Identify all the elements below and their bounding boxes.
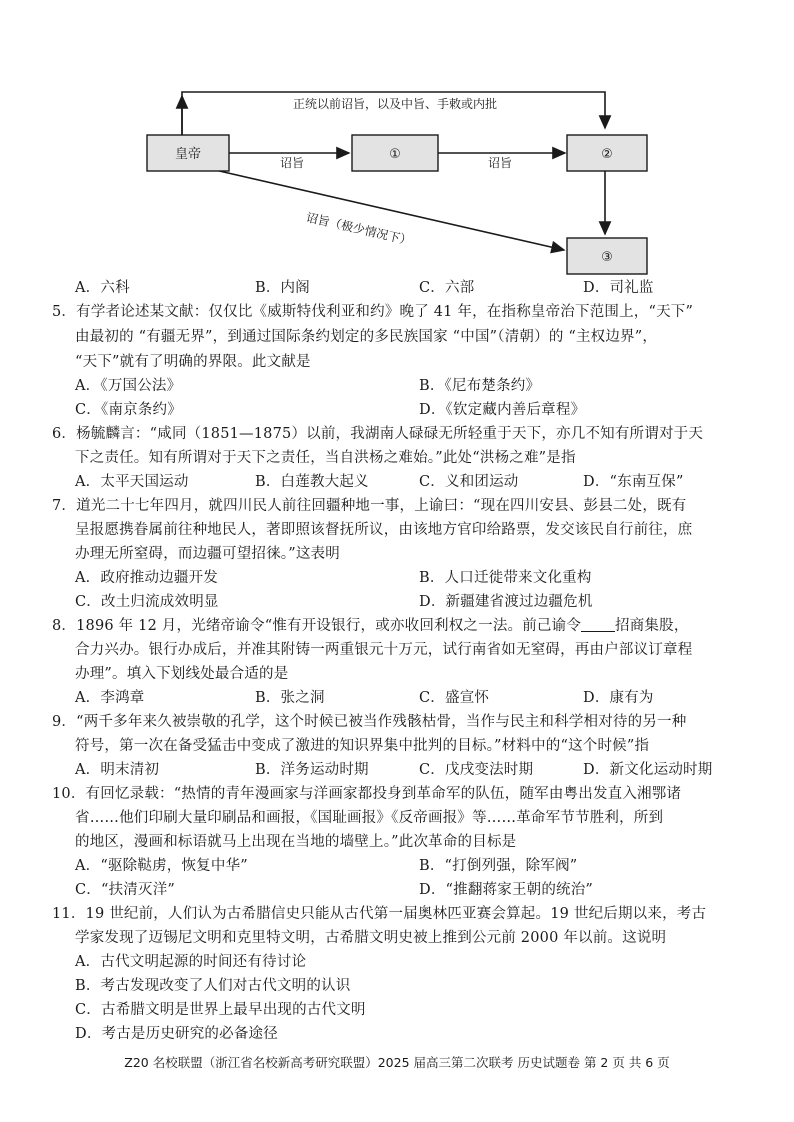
q8-option-a[interactable]: A．李鸿章: [75, 690, 145, 706]
q5-option-b[interactable]: B．《尼布楚条约》: [419, 378, 541, 394]
q8-option-b[interactable]: B．张之洞: [255, 690, 325, 706]
q4-option-b[interactable]: B．内阁: [255, 280, 310, 296]
q10-option-a[interactable]: A．“驱除鞑虏，恢复中华”: [75, 858, 248, 874]
q8-stem-line1-before: 8．1896 年 12 月，光绪帝谕令“惟有开设银行，或亦收回利权之一法。前己谕令: [52, 618, 582, 634]
q8-stem-line1: [52, 616, 689, 636]
q6-option-c[interactable]: C．义和团运动: [419, 474, 519, 490]
edge-diag-label: 诏旨（极少情况下）: [304, 210, 414, 248]
q5-stem-line1: 5．有学者论述某文献：仅仅比《威斯特伐利亚和约》晚了 41 年，在指称皇帝治下范围上，“天下”: [52, 304, 694, 320]
q6-option-d[interactable]: D．“东南互保”: [583, 474, 684, 490]
q4-option-c[interactable]: C．六部: [419, 280, 475, 296]
q9-option-c[interactable]: C．戊戌变法时期: [419, 762, 534, 778]
q5-option-d[interactable]: D．《钦定藏内善后章程》: [419, 402, 586, 418]
q9-stem-line2: 符号，第一次在备受猛击中变成了激进的知识界集中批判的目标。”材料中的“这个时候”指: [75, 738, 650, 754]
q9-option-d[interactable]: D．新文化运动时期: [583, 762, 713, 778]
node-2-label: ②: [601, 147, 613, 162]
q8-answer-blank[interactable]: [581, 617, 615, 632]
q7-stem-line2: 呈报愿携眷属前往种地民人，著即照该督抚所议，由该地方官印给路票，发交该民自行前往，庶: [75, 522, 693, 538]
q10-stem-line3: 的地区，漫画和标语就马上出现在当地的墙壁上。”此次革命的目标是: [75, 834, 517, 850]
q11-option-a[interactable]: A．古代文明起源的时间还有待讨论: [75, 954, 307, 970]
q5-stem-line3: “天下”就有了明确的界限。此文献是: [75, 354, 311, 370]
q5-stem-line2: 由最初的 “有疆无界”，到通过国际条约划定的多民族国家 “中国”（清朝）的 “主权边界”，: [75, 329, 658, 345]
q11-option-c[interactable]: C．古希腊文明是世界上最早出现的古代文明: [75, 1002, 366, 1018]
node-3-label: ③: [601, 250, 613, 265]
q8-stem-line2: 合力兴办。银行办成后，并准其附铸一两重银元十万元，试行南省如无窒碍，再由户部议订章程: [75, 642, 693, 658]
q7-option-d[interactable]: D．新疆建省渡过边疆危机: [419, 594, 593, 610]
q11-stem-line2: 学家发现了迈锡尼文明和克里特文明，古希腊文明史被上推到公元前 2000 年以前。这说明: [75, 930, 667, 946]
edge-2-label: 诏旨: [487, 156, 513, 170]
q9-option-b[interactable]: B．洋务运动时期: [255, 762, 369, 778]
q10-option-c[interactable]: C．“扶清灭洋”: [75, 882, 176, 898]
q9-stem-line1: 9．“两千多年来久被崇敬的孔学，这个时候已被当作残骸枯骨，当作与民主和科学相对待的另一种: [52, 714, 687, 730]
q10-option-b[interactable]: B．“打倒列强，除军阀”: [419, 858, 578, 874]
q8-stem-line1-after: 招商集股，: [615, 618, 689, 634]
q8-option-d[interactable]: D．康有为: [583, 690, 654, 706]
q11-stem-line1: 11．19 世纪前，人们认为古希腊信史只能从古代第一届奥林匹亚赛会算起。19 世纪后期以来，考古: [52, 906, 707, 922]
q6-option-b[interactable]: B．白莲教大起义: [255, 474, 369, 490]
q10-option-d[interactable]: D．“推翻蒋家王朝的统治”: [419, 882, 594, 898]
q7-option-c[interactable]: C．改土归流成效明显: [75, 594, 219, 610]
q10-stem-line1: 10．有回忆录载：“热情的青年漫画家与洋画家都投身到革命军的队伍，随军由粤出发直入湘鄂诸: [52, 786, 682, 802]
node-1-label: ①: [389, 147, 401, 162]
page-footer: Z20 名校联盟（浙江省名校新高考研究联盟）2025 届高三第二次联考 历史试题卷 第 2 页 共 6 页: [124, 1055, 670, 1070]
q6-stem-line1: 6．杨毓麟言：“咸同（1851—1875）以前，我湖南人碌碌无所轻重于天下，亦几不知有所谓对于天: [52, 426, 704, 442]
q7-stem-line3: 办理无所窒碍，而边疆可望招徕。”这表明: [75, 546, 340, 562]
q6-stem-line2: 下之责任。知有所谓对于天下之责任，当自洪杨之难始。”此处“洪杨之难”是指: [75, 450, 576, 466]
q10-stem-line2: 省……他们印刷大量印刷品和画报，《国耻画报》《反帝画报》等……革命军节节胜利，所到: [75, 810, 664, 826]
q7-option-a[interactable]: A．政府推动边疆开发: [75, 570, 218, 586]
q8-stem-line3: 办理”。填入下划线处最合适的是: [75, 666, 289, 682]
q11-option-d[interactable]: D．考古是历史研究的必备途径: [75, 1026, 278, 1042]
process-diagram: [0, 0, 794, 280]
edge-top-label: 正统以前诏旨，以及中旨、手敕或内批: [292, 97, 498, 111]
q7-stem-line1: 7．道光二十七年四月，就四川民人前往回疆种地一事，上谕曰：“现在四川安县、彭县二处，既有: [52, 498, 687, 514]
q9-option-a[interactable]: A．明末清初: [75, 762, 160, 778]
q8-option-c[interactable]: C．盛宣怀: [419, 690, 490, 706]
node-emperor-label: 皇帝: [174, 147, 202, 162]
q7-option-b[interactable]: B．人口迁徙带来文化重构: [419, 570, 592, 586]
q5-option-c[interactable]: C．《南京条约》: [75, 402, 182, 418]
q4-option-a[interactable]: A．六科: [75, 280, 130, 296]
q4-option-d[interactable]: D．司礼监: [583, 280, 654, 296]
q6-option-a[interactable]: A．太平天国运动: [75, 474, 189, 490]
q5-option-a[interactable]: A．《万国公法》: [75, 378, 182, 394]
edge-1-label: 诏旨: [279, 156, 305, 170]
q11-option-b[interactable]: B．考古发现改变了人们对古代文明的认识: [75, 978, 351, 994]
